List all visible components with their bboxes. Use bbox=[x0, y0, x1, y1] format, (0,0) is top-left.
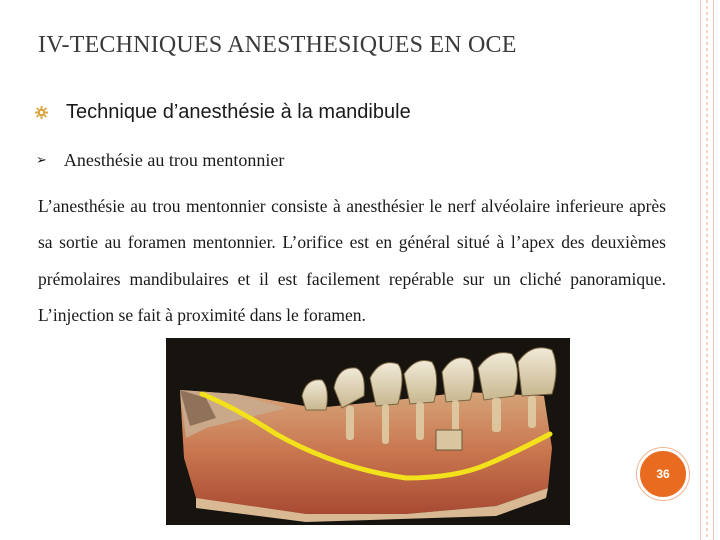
slide-title: IV-TECHNIQUES ANESTHESIQUES EN OCE bbox=[38, 32, 517, 58]
sub-heading-row bbox=[36, 150, 284, 171]
arrow-bullet-icon: ➢ bbox=[36, 153, 47, 168]
section-heading-row bbox=[34, 101, 411, 124]
body-paragraph: L’anesthésie au trou mentonnier consiste à anesthésier le nerf alvéolaire inferieure après sa sortie au foramen mentonnier. L’orifice est en général situé à l’apex des deuxièmes prémolaires mandibulaires et il est facilement repérable sur un cliché panoramique. L’injection se fait à proximité dans le foramen. bbox=[38, 196, 666, 325]
sub-heading: Anesthésie au trou mentonnier bbox=[63, 150, 285, 170]
page-number: 36 bbox=[656, 467, 670, 481]
section-heading: Technique d’anesthésie à la mandibule bbox=[66, 101, 411, 123]
decorative-right-border bbox=[700, 0, 714, 540]
gear-bullet-icon bbox=[34, 106, 48, 120]
mandible-anatomy-photo bbox=[166, 338, 570, 525]
page-number-badge bbox=[637, 448, 689, 500]
